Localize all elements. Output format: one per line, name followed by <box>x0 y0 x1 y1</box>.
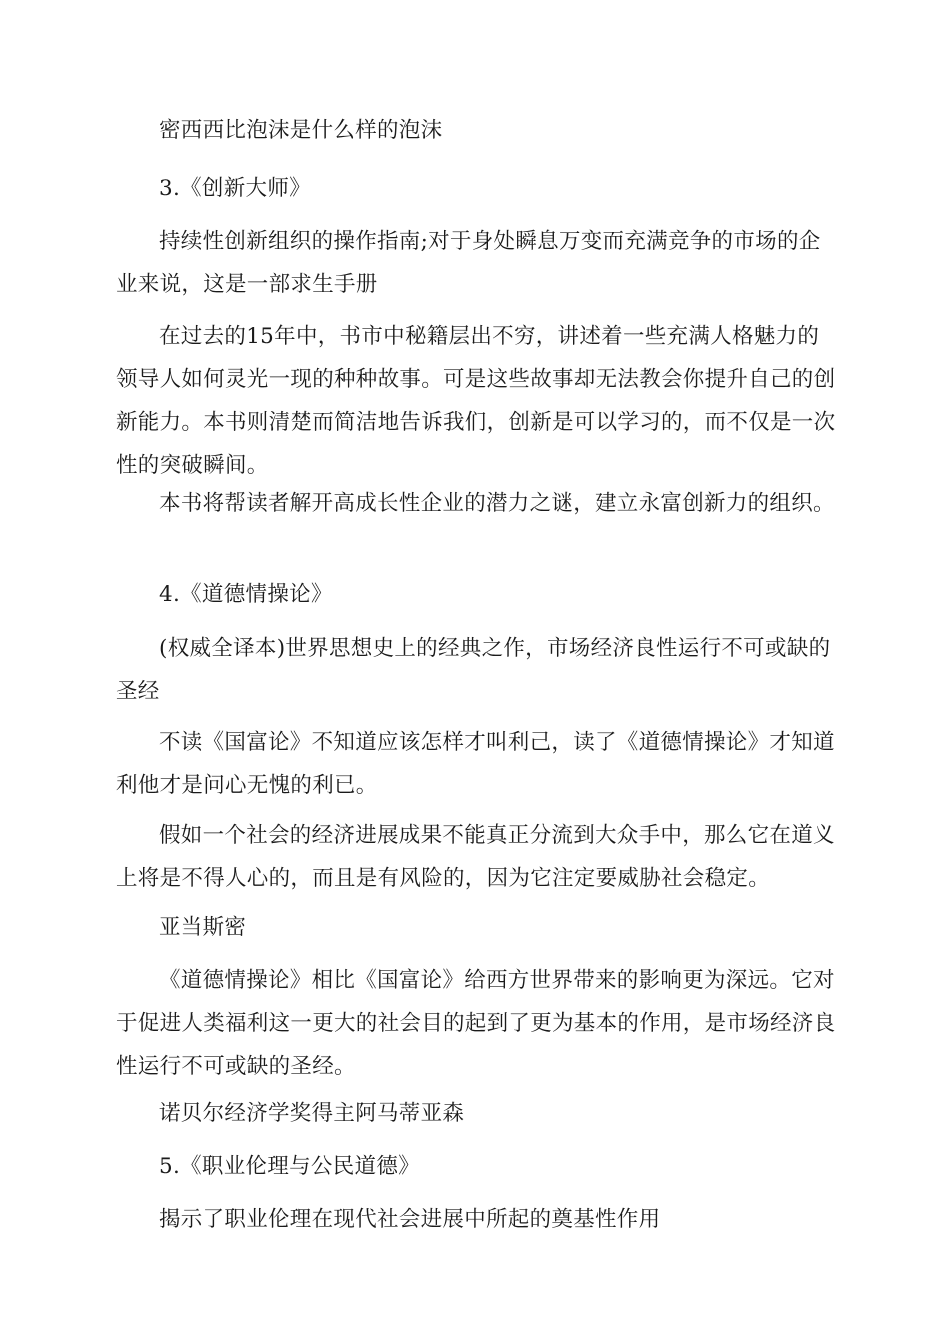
paragraph-moral-quote-1: 不读《国富论》不知道应该怎样才叫利己，读了《道德情操论》才知道利他才是问心无愧的利已。 <box>116 730 835 798</box>
paragraph-moral-subtitle: (权威全译本)世界思想史上的经典之作，市场经济良性运行不可或缺的圣经 <box>116 636 831 704</box>
paragraph-innovation-summary: 本书将帮读者解开高成长性企业的潜力之谜，建立永富创新力的组织。 <box>159 491 835 516</box>
heading-professional-ethics: 5.《职业伦理与公民道德》 <box>159 1154 420 1179</box>
attribution-amartya-sen: 诺贝尔经济学奖得主阿马蒂亚森 <box>159 1101 465 1126</box>
heading-moral-sentiments: 4.《道德情操论》 <box>159 582 333 607</box>
attribution-adam-smith: 亚当斯密 <box>159 915 247 940</box>
paragraph-moral-quote-2: 假如一个社会的经济进展成果不能真正分流到大众手中，那么它在道义上将是不得人心的，而且是有风险的，因为它注定要威胁社会稳定。 <box>116 823 835 891</box>
paragraph-innovation-subtitle: 持续性创新组织的操作指南;对于身处瞬息万变而充满竞争的市场的企业来说，这是一部求生手册 <box>116 229 821 297</box>
heading-innovation-master: 3.《创新大师》 <box>159 176 311 201</box>
paragraph-innovation-intro: 在过去的15年中，书市中秘籍层出不穷，讲述着一些充满人格魅力的领导人如何灵光一现的种种故事。可是这些故事却无法教会你提升自己的创新能力。本书则清楚而简洁地告诉我们，创新是可以学习的，而不仅是一次性的突破瞬间。 <box>116 324 836 478</box>
paragraph-ethics-subtitle: 揭示了职业伦理在现代社会进展中所起的奠基性作用 <box>159 1207 661 1232</box>
paragraph-moral-quote-3: 《道德情操论》相比《国富论》给西方世界带来的影响更为深远。它对于促进人类福利这一更大的社会目的起到了更为基本的作用，是市场经济良性运行不可或缺的圣经。 <box>116 968 836 1079</box>
paragraph-mississippi-bubble: 密西西比泡沫是什么样的泡沫 <box>159 118 443 143</box>
